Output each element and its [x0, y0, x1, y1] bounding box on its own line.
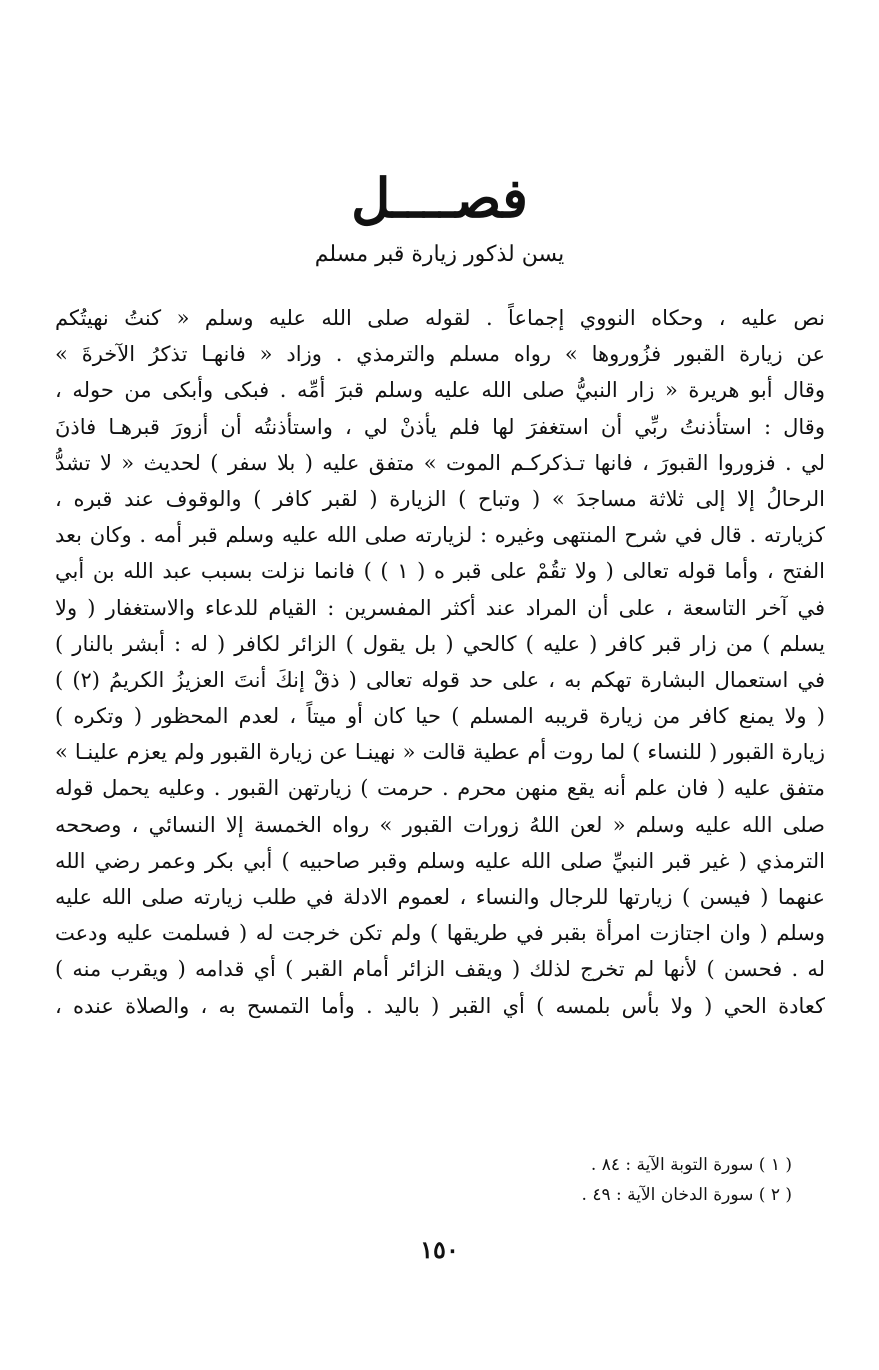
body-line: له . فحسن ) لأنها لم تخرج لذلك ( ويقف الزائر أمام القبر ) أي قدامه ( ويقرب منه ) [55, 957, 825, 982]
body-line: زيارة القبور ( للنساء ) لما روت أم عطية قالت « نهينـا عن زيارة القبور ولم يعزم علينـا » [55, 740, 825, 765]
body-line: عنهما ( فيسن ) زيارتها للرجال والنساء ، لعموم الادلة في طلب زيارته صلى الله عليه [55, 885, 825, 909]
page-number: ١٥٠ [420, 1235, 459, 1264]
body-line: يسلم ) من زار قبر كافر ( عليه ) كالحي ( بل يقول ) الزائر لكافر ( له : أبشر بالنار ) [55, 631, 825, 656]
body-line: متفق عليه ( فان علم أنه يقع منهن محرم . حرمت ) زيارتهن القبور . وعليه يحمل قوله [55, 776, 825, 801]
body-line: نص عليه ، وحكاه النووي إجماعاً . لقوله صلى الله عليه وسلم « كنتُ نهيتُكم [55, 306, 825, 330]
body-text [55, 300, 825, 1024]
section-heading: فصــــل [351, 166, 528, 230]
footnotes [380, 1150, 792, 1210]
body-line: في آخر التاسعة ، على أن المراد عند أكثر المفسرين : القيام للدعاء والاستغفار ( ولا [55, 595, 825, 620]
body-line: وسلم ( وان اجتازت امرأة بقبر في طريقها ) ولم تكن خرجت له ( فسلمت عليه ودعت [55, 921, 825, 946]
body-line: عن زيارة القبور فزُوروها » رواه مسلم والترمذي . وزاد « فانهـا تذكرُ الآخرةَ » [55, 342, 825, 367]
body-line: كعادة الحي ( ولا بأس بلمسه ) أي القبر ( باليد . وأما التمسح به ، والصلاة عنده ، [55, 993, 825, 1018]
body-line: الترمذي ( غير قبر النبيِّ صلى الله عليه وسلم وقبر صاحبيه ) أبي بكر وعمر رضي الله [55, 848, 825, 873]
body-line: الرحالُ إلا إلى ثلاثة مساجدَ » ( وتباح ) الزيارة ( لقبر كافر ) والوقوف عند قبره ، [55, 486, 825, 511]
body-line: كزيارته . قال في شرح المنتهى وغيره : لزيارته صلى الله عليه وسلم قبر أمه . وكان بعد [55, 523, 825, 548]
body-line: الفتح ، وأما قوله تعالى ( ولا تقُمْ على قبر ه ( ١ ) ) فانما نزلت بسبب عبد الله بن أبي [55, 559, 825, 584]
footnote: ( ٢ ) سورة الدخان الآية : ٤٩ . [581, 1185, 792, 1205]
body-line: وقال : استأذنتُ ربِّي أن استغفرَ لها فلم يأذنْ لي ، واستأذنتُه أن أزورَ قبرهـا فاذنَ [55, 414, 825, 439]
body-line: ( ولا يمنع كافر من زيارة قريبه المسلم ) حيا كان أو ميتاً ، لعدم المحظور ( وتكره ) [55, 704, 825, 729]
section-subheading: يسن لذكور زيارة قبر مسلم [314, 242, 565, 267]
footnote: ( ١ ) سورة التوبة الآية : ٨٤ . [590, 1155, 792, 1175]
body-line: لي . فزوروا القبورَ ، فانها تـذكركـم الموت » متفق عليه ( بلا سفر ) لحديث « لا تشدُّ [55, 450, 825, 475]
body-line: في استعمال البشارة تهكم به ، على حد قوله تعالى ( ذقْ إنكَ أنتَ العزيزُ الكريمُ (٢) ) [55, 667, 825, 692]
body-line: وقال أبو هريرة « زار النبيُّ صلى الله عليه وسلم قبرَ أمِّه . فبكى وأبكى من حوله ، [55, 378, 825, 403]
body-line: صلى الله عليه وسلم « لعن اللهُ زورات القبور » رواه الخمسة إلا النسائي ، وصححه [55, 812, 825, 837]
